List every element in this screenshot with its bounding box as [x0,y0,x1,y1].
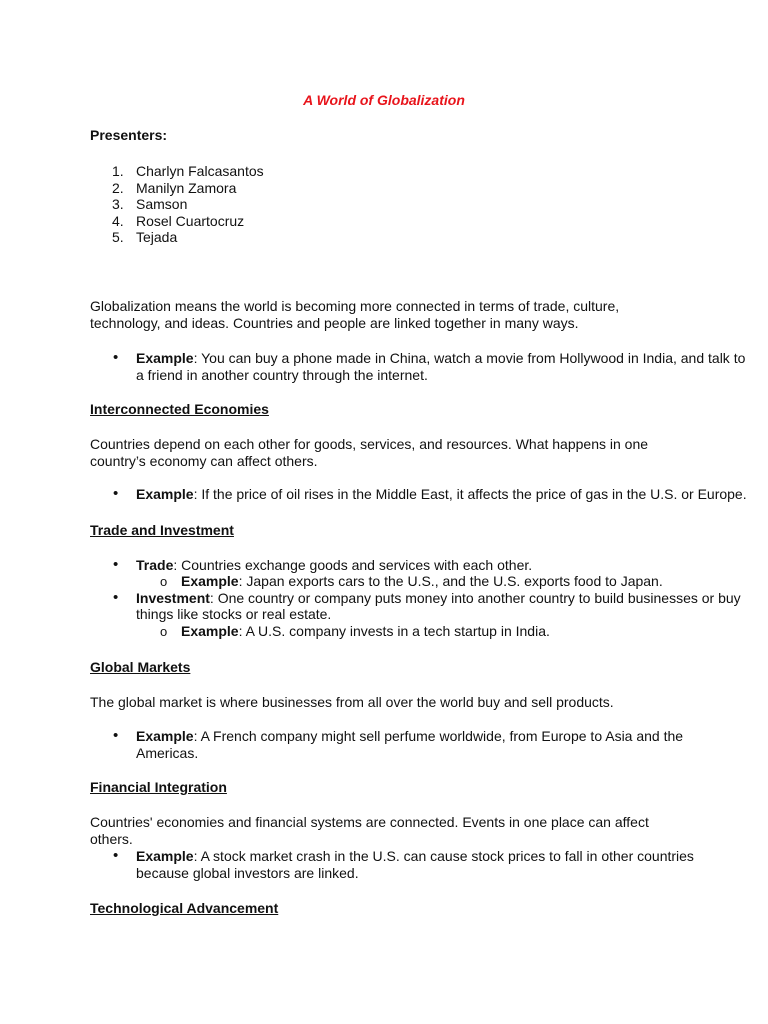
investment-text: : One country or company puts money into another country to build businesses or buy [209,590,741,606]
presenter-name: Tejada [136,229,178,245]
presenter-name: Manilyn Zamora [136,180,237,196]
intro-example-continuation: a friend in another country through the internet. [136,367,428,383]
investment-item [136,590,741,607]
trade-example [181,573,663,590]
section-heading-economies: Interconnected Economies [90,401,269,417]
investment-example [181,623,550,640]
markets-example-continuation: Americas. [136,745,199,761]
example-text: : A U.S. company invests in a tech startup in India. [238,623,550,639]
bullet-marker: • [113,556,119,573]
bullet-marker: • [113,727,119,744]
sub-bullet-marker: o [160,624,168,639]
example-label: Example [136,728,194,744]
intro-example-line [136,350,745,367]
economies-example [136,486,747,503]
trade-label: Trade [136,557,174,573]
example-label: Example [136,486,194,502]
bullet-marker: • [113,349,119,366]
example-label: Example [136,350,194,366]
example-label: Example [181,623,239,639]
example-text: : You can buy a phone made in China, watch a movie from Hollywood in India, and talk to [193,350,746,366]
list-item-number: 1. [112,163,124,179]
presenters-label: Presenters: [90,127,168,143]
list-item-number: 5. [112,229,124,245]
list-item-number: 2. [112,180,124,196]
example-label: Example [136,848,194,864]
financial-paragraph: Countries' economies and financial systems are connected. Events in one place can affect others. [90,814,649,847]
trade-text: : Countries exchange goods and services with each other. [173,557,533,573]
markets-example [136,728,683,745]
section-heading-trade: Trade and Investment [90,522,234,538]
example-text: : A stock market crash in the U.S. can cause stock prices to fall in other countries [193,848,694,864]
example-text: : A French company might sell perfume worldwide, from Europe to Asia and the [193,728,684,744]
investment-continuation: things like stocks or real estate. [136,606,332,622]
sub-bullet-marker: o [160,574,168,589]
financial-example [136,848,694,865]
example-text: : Japan exports cars to the U.S., and the U.S. exports food to Japan. [238,573,663,589]
economies-paragraph: Countries depend on each other for goods, services, and resources. What happens in one country’s economy can affect others. [90,436,649,469]
bullet-marker: • [113,847,119,864]
presenter-name: Rosel Cuartocruz [136,213,245,229]
section-heading-tech: Technological Advancement [90,900,279,916]
presenter-name: Samson [136,196,188,212]
document-title: A World of Globalization [303,92,465,108]
section-heading-financial: Financial Integration [90,779,227,795]
section-heading-markets: Global Markets [90,659,191,675]
intro-paragraph: Globalization means the world is becoming more connected in terms of trade, culture, technology, and ideas. Countries and people are linked together in many ways. [90,298,620,331]
markets-paragraph: The global market is where businesses from all over the world buy and sell products. [90,694,614,710]
bullet-marker: • [113,589,119,606]
list-item-number: 4. [112,213,124,229]
example-text: : If the price of oil rises in the Middle East, it affects the price of gas in the U.S. or Europe. [193,486,747,502]
bullet-marker: • [113,485,119,502]
example-label: Example [181,573,239,589]
presenter-name: Charlyn Falcasantos [136,163,264,179]
trade-item [136,557,532,574]
investment-label: Investment [136,590,210,606]
financial-example-continuation: because global investors are linked. [136,865,359,881]
list-item-number: 3. [112,196,124,212]
